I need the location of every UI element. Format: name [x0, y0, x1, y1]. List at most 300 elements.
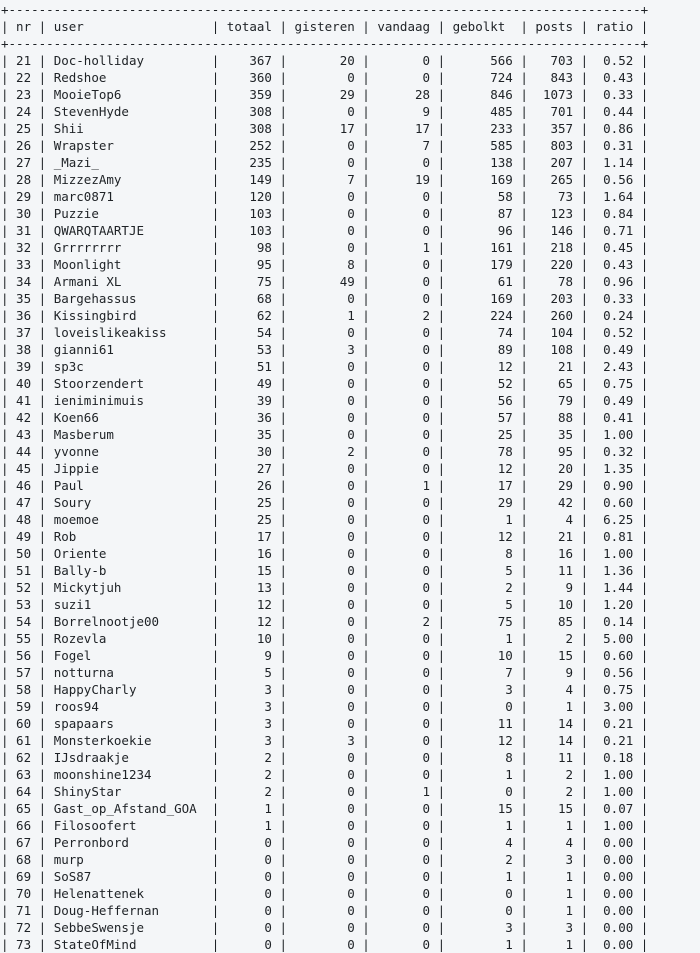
cell-gebolkt: 52 — [445, 376, 521, 391]
cell-gisteren: 0 — [287, 325, 363, 340]
cell-gebolkt: 11 — [445, 716, 521, 731]
table-row: | 26 | Wrapster | 252 | 0 | 7 | 585 | 803 | 0.31 | — [1, 138, 649, 153]
table-row: | 34 | Armani XL | 75 | 49 | 0 | 61 | 78 | 0.96 | — [1, 274, 649, 289]
cell-gisteren: 20 — [287, 53, 363, 68]
cell-totaal: 5 — [219, 665, 280, 680]
table-row: | 55 | Rozevla | 10 | 0 | 0 | 1 | 2 | 5.00 | — [1, 631, 649, 646]
table-row: | 45 | Jippie | 27 | 0 | 0 | 12 | 20 | 1.35 | — [1, 461, 649, 476]
cell-vandaag: 0 — [369, 461, 438, 476]
cell-ratio: 0.75 — [588, 682, 641, 697]
cell-gebolkt: 56 — [445, 393, 521, 408]
table-row: | 48 | moemoe | 25 | 0 | 0 | 1 | 4 | 6.25 | — [1, 512, 649, 527]
cell-gisteren: 3 — [287, 733, 363, 748]
cell-gisteren: 0 — [287, 189, 363, 204]
cell-nr: 63 — [8, 767, 39, 782]
cell-nr: 29 — [8, 189, 39, 204]
table-row: | 66 | Filosoofert | 1 | 0 | 0 | 1 | 1 | 1.00 | — [1, 818, 649, 833]
cell-ratio: 0.33 — [588, 87, 641, 102]
cell-user: IJsdraakje — [46, 750, 212, 765]
cell-gisteren: 0 — [287, 478, 363, 493]
cell-vandaag: 0 — [369, 512, 438, 527]
cell-gisteren: 0 — [287, 818, 363, 833]
cell-ratio: 1.36 — [588, 563, 641, 578]
cell-ratio: 0.44 — [588, 104, 641, 119]
cell-totaal: 149 — [219, 172, 280, 187]
cell-nr: 34 — [8, 274, 39, 289]
cell-gebolkt: 224 — [445, 308, 521, 323]
cell-ratio: 0.49 — [588, 342, 641, 357]
cell-nr: 46 — [8, 478, 39, 493]
cell-vandaag: 0 — [369, 70, 438, 85]
cell-totaal: 16 — [219, 546, 280, 561]
cell-user: SoS87 — [46, 869, 212, 884]
table-row: | 49 | Rob | 17 | 0 | 0 | 12 | 21 | 0.81 | — [1, 529, 649, 544]
cell-nr: 32 — [8, 240, 39, 255]
cell-user: roos94 — [46, 699, 212, 714]
table-row: | 37 | loveislikeakiss | 54 | 0 | 0 | 74 | 104 | 0.52 | — [1, 325, 649, 340]
cell-user: Koen66 — [46, 410, 212, 425]
cell-ratio: 0.24 — [588, 308, 641, 323]
cell-posts: 843 — [527, 70, 581, 85]
cell-totaal: 36 — [219, 410, 280, 425]
cell-gisteren: 0 — [287, 291, 363, 306]
cell-vandaag: 0 — [369, 699, 438, 714]
cell-ratio: 0.56 — [588, 665, 641, 680]
cell-posts: 10 — [527, 597, 581, 612]
cell-vandaag: 0 — [369, 648, 438, 663]
table-row: | 56 | Fogel | 9 | 0 | 0 | 10 | 15 | 0.60 | — [1, 648, 649, 663]
cell-nr: 39 — [8, 359, 39, 374]
cell-ratio: 1.64 — [588, 189, 641, 204]
cell-user: ieniminimuis — [46, 393, 212, 408]
cell-posts: 73 — [527, 189, 581, 204]
cell-gebolkt: 29 — [445, 495, 521, 510]
cell-user: Bargehassus — [46, 291, 212, 306]
column-header-posts: posts — [527, 19, 581, 34]
cell-posts: 88 — [527, 410, 581, 425]
cell-gisteren: 7 — [287, 172, 363, 187]
cell-nr: 30 — [8, 206, 39, 221]
cell-totaal: 98 — [219, 240, 280, 255]
cell-gebolkt: 1 — [445, 512, 521, 527]
cell-posts: 95 — [527, 444, 581, 459]
cell-nr: 65 — [8, 801, 39, 816]
cell-posts: 29 — [527, 478, 581, 493]
cell-nr: 41 — [8, 393, 39, 408]
cell-vandaag: 0 — [369, 427, 438, 442]
table-row: | 60 | spapaars | 3 | 0 | 0 | 11 | 14 | 0.21 | — [1, 716, 649, 731]
cell-gisteren: 0 — [287, 410, 363, 425]
cell-totaal: 235 — [219, 155, 280, 170]
table-row: | 46 | Paul | 26 | 0 | 1 | 17 | 29 | 0.90 | — [1, 478, 649, 493]
cell-ratio: 0.32 — [588, 444, 641, 459]
cell-gebolkt: 2 — [445, 580, 521, 595]
cell-vandaag: 19 — [369, 172, 438, 187]
cell-ratio: 1.14 — [588, 155, 641, 170]
cell-gisteren: 0 — [287, 835, 363, 850]
cell-user: Grrrrrrrr — [46, 240, 212, 255]
cell-nr: 50 — [8, 546, 39, 561]
cell-posts: 1 — [527, 903, 581, 918]
cell-posts: 203 — [527, 291, 581, 306]
cell-vandaag: 0 — [369, 750, 438, 765]
cell-vandaag: 0 — [369, 682, 438, 697]
cell-posts: 9 — [527, 580, 581, 595]
cell-gisteren: 0 — [287, 682, 363, 697]
cell-gisteren: 0 — [287, 665, 363, 680]
table-row: | 57 | notturna | 5 | 0 | 0 | 7 | 9 | 0.56 | — [1, 665, 649, 680]
table-row: | 59 | roos94 | 3 | 0 | 0 | 0 | 1 | 3.00 | — [1, 699, 649, 714]
table-row: | 73 | StateOfMind | 0 | 0 | 0 | 1 | 1 | 0.00 | — [1, 937, 649, 952]
table-row: | 25 | Shii | 308 | 17 | 17 | 233 | 357 | 0.86 | — [1, 121, 649, 136]
table-row: | 67 | Perronbord | 0 | 0 | 0 | 4 | 4 | 0.00 | — [1, 835, 649, 850]
cell-totaal: 39 — [219, 393, 280, 408]
cell-totaal: 0 — [219, 835, 280, 850]
cell-totaal: 75 — [219, 274, 280, 289]
cell-ratio: 0.60 — [588, 648, 641, 663]
table-row: | 30 | Puzzie | 103 | 0 | 0 | 87 | 123 | 0.84 | — [1, 206, 649, 221]
column-header-vandaag: vandaag — [369, 19, 438, 34]
cell-ratio: 1.00 — [588, 818, 641, 833]
cell-ratio: 2.43 — [588, 359, 641, 374]
cell-gisteren: 0 — [287, 240, 363, 255]
cell-user: Soury — [46, 495, 212, 510]
cell-totaal: 120 — [219, 189, 280, 204]
cell-user: Jippie — [46, 461, 212, 476]
cell-gisteren: 0 — [287, 529, 363, 544]
cell-nr: 70 — [8, 886, 39, 901]
cell-posts: 11 — [527, 750, 581, 765]
cell-gebolkt: 8 — [445, 750, 521, 765]
cell-gebolkt: 1 — [445, 818, 521, 833]
cell-gebolkt: 75 — [445, 614, 521, 629]
cell-totaal: 54 — [219, 325, 280, 340]
table-row: | 54 | Borrelnootje00 | 12 | 0 | 2 | 75 | 85 | 0.14 | — [1, 614, 649, 629]
cell-gisteren: 0 — [287, 648, 363, 663]
cell-posts: 108 — [527, 342, 581, 357]
cell-user: Doc-holliday — [46, 53, 212, 68]
cell-vandaag: 17 — [369, 121, 438, 136]
cell-ratio: 5.00 — [588, 631, 641, 646]
cell-vandaag: 0 — [369, 155, 438, 170]
cell-nr: 22 — [8, 70, 39, 85]
cell-user: Helenattenek — [46, 886, 212, 901]
cell-ratio: 0.90 — [588, 478, 641, 493]
table-row: | 53 | suzi1 | 12 | 0 | 0 | 5 | 10 | 1.20 | — [1, 597, 649, 612]
cell-user: spapaars — [46, 716, 212, 731]
cell-totaal: 12 — [219, 614, 280, 629]
cell-user: Stoorzendert — [46, 376, 212, 391]
cell-gebolkt: 485 — [445, 104, 521, 119]
cell-nr: 52 — [8, 580, 39, 595]
cell-posts: 14 — [527, 716, 581, 731]
cell-gisteren: 0 — [287, 427, 363, 442]
cell-user: Mickytjuh — [46, 580, 212, 595]
cell-vandaag: 0 — [369, 529, 438, 544]
cell-user: Puzzie — [46, 206, 212, 221]
cell-gisteren: 0 — [287, 767, 363, 782]
cell-totaal: 0 — [219, 937, 280, 952]
cell-gisteren: 0 — [287, 563, 363, 578]
cell-user: MizzezAmy — [46, 172, 212, 187]
cell-user: Filosoofert — [46, 818, 212, 833]
cell-nr: 25 — [8, 121, 39, 136]
cell-user: Redshoe — [46, 70, 212, 85]
cell-ratio: 0.00 — [588, 869, 641, 884]
cell-user: Perronbord — [46, 835, 212, 850]
cell-totaal: 9 — [219, 648, 280, 663]
cell-gisteren: 0 — [287, 393, 363, 408]
cell-ratio: 1.00 — [588, 427, 641, 442]
cell-gisteren: 0 — [287, 155, 363, 170]
cell-nr: 24 — [8, 104, 39, 119]
cell-posts: 146 — [527, 223, 581, 238]
cell-posts: 15 — [527, 648, 581, 663]
table-row: | 69 | SoS87 | 0 | 0 | 0 | 1 | 1 | 0.00 | — [1, 869, 649, 884]
table-row: | 33 | Moonlight | 95 | 8 | 0 | 179 | 220 | 0.43 | — [1, 257, 649, 272]
cell-vandaag: 9 — [369, 104, 438, 119]
cell-nr: 53 — [8, 597, 39, 612]
cell-gebolkt: 846 — [445, 87, 521, 102]
cell-ratio: 0.33 — [588, 291, 641, 306]
cell-ratio: 0.43 — [588, 257, 641, 272]
cell-totaal: 53 — [219, 342, 280, 357]
cell-vandaag: 0 — [369, 376, 438, 391]
cell-totaal: 2 — [219, 750, 280, 765]
cell-gisteren: 0 — [287, 512, 363, 527]
cell-ratio: 0.96 — [588, 274, 641, 289]
cell-nr: 47 — [8, 495, 39, 510]
cell-totaal: 0 — [219, 869, 280, 884]
table-row: | 63 | moonshine1234 | 2 | 0 | 0 | 1 | 2 | 1.00 | — [1, 767, 649, 782]
cell-gebolkt: 87 — [445, 206, 521, 221]
cell-gebolkt: 0 — [445, 784, 521, 799]
cell-totaal: 0 — [219, 920, 280, 935]
cell-user: Monsterkoekie — [46, 733, 212, 748]
cell-totaal: 2 — [219, 767, 280, 782]
cell-posts: 260 — [527, 308, 581, 323]
cell-user: Fogel — [46, 648, 212, 663]
table-row: | 51 | Bally-b | 15 | 0 | 0 | 5 | 11 | 1.36 | — [1, 563, 649, 578]
cell-gebolkt: 233 — [445, 121, 521, 136]
cell-gisteren: 0 — [287, 801, 363, 816]
cell-vandaag: 1 — [369, 784, 438, 799]
column-header-gebolkt: gebolkt — [445, 19, 521, 34]
cell-gebolkt: 15 — [445, 801, 521, 816]
cell-user: Shii — [46, 121, 212, 136]
cell-totaal: 252 — [219, 138, 280, 153]
cell-posts: 35 — [527, 427, 581, 442]
cell-posts: 357 — [527, 121, 581, 136]
cell-totaal: 12 — [219, 597, 280, 612]
cell-totaal: 0 — [219, 886, 280, 901]
table-row: | 42 | Koen66 | 36 | 0 | 0 | 57 | 88 | 0.41 | — [1, 410, 649, 425]
cell-gebolkt: 10 — [445, 648, 521, 663]
table-row: | 44 | yvonne | 30 | 2 | 0 | 78 | 95 | 0.32 | — [1, 444, 649, 459]
cell-nr: 58 — [8, 682, 39, 697]
cell-totaal: 0 — [219, 903, 280, 918]
cell-gisteren: 2 — [287, 444, 363, 459]
cell-totaal: 35 — [219, 427, 280, 442]
table-row: | 36 | Kissingbird | 62 | 1 | 2 | 224 | 260 | 0.24 | — [1, 308, 649, 323]
cell-gisteren: 0 — [287, 597, 363, 612]
cell-gisteren: 0 — [287, 614, 363, 629]
cell-gisteren: 0 — [287, 716, 363, 731]
cell-vandaag: 7 — [369, 138, 438, 153]
table-row: | 65 | Gast_op_Afstand_GOA | 1 | 0 | 0 | 15 | 15 | 0.07 | — [1, 801, 649, 816]
cell-posts: 703 — [527, 53, 581, 68]
cell-nr: 44 — [8, 444, 39, 459]
cell-vandaag: 28 — [369, 87, 438, 102]
column-header-gisteren: gisteren — [287, 19, 363, 34]
table-row: | 50 | Oriente | 16 | 0 | 0 | 8 | 16 | 1.00 | — [1, 546, 649, 561]
cell-totaal: 3 — [219, 699, 280, 714]
cell-posts: 4 — [527, 512, 581, 527]
cell-nr: 51 — [8, 563, 39, 578]
cell-gisteren: 0 — [287, 206, 363, 221]
cell-nr: 42 — [8, 410, 39, 425]
cell-posts: 21 — [527, 529, 581, 544]
cell-totaal: 17 — [219, 529, 280, 544]
cell-ratio: 0.31 — [588, 138, 641, 153]
cell-vandaag: 0 — [369, 274, 438, 289]
cell-vandaag: 0 — [369, 291, 438, 306]
cell-vandaag: 1 — [369, 478, 438, 493]
cell-posts: 65 — [527, 376, 581, 391]
cell-vandaag: 0 — [369, 937, 438, 952]
cell-gisteren: 0 — [287, 495, 363, 510]
table-row: | 64 | ShinyStar | 2 | 0 | 1 | 0 | 2 | 1.00 | — [1, 784, 649, 799]
cell-vandaag: 0 — [369, 223, 438, 238]
cell-vandaag: 1 — [369, 240, 438, 255]
cell-gisteren: 0 — [287, 461, 363, 476]
cell-nr: 68 — [8, 852, 39, 867]
cell-vandaag: 2 — [369, 308, 438, 323]
cell-gebolkt: 4 — [445, 835, 521, 850]
cell-posts: 1 — [527, 937, 581, 952]
cell-gebolkt: 1 — [445, 767, 521, 782]
cell-gisteren: 0 — [287, 104, 363, 119]
cell-user: marc0871 — [46, 189, 212, 204]
cell-posts: 15 — [527, 801, 581, 816]
cell-ratio: 0.71 — [588, 223, 641, 238]
cell-user: Doug-Heffernan — [46, 903, 212, 918]
column-header-user: user — [46, 19, 212, 34]
cell-vandaag: 0 — [369, 903, 438, 918]
cell-gebolkt: 0 — [445, 699, 521, 714]
cell-ratio: 1.00 — [588, 546, 641, 561]
cell-gisteren: 0 — [287, 750, 363, 765]
cell-vandaag: 0 — [369, 359, 438, 374]
cell-gebolkt: 585 — [445, 138, 521, 153]
cell-nr: 54 — [8, 614, 39, 629]
table-row: | 68 | murp | 0 | 0 | 0 | 2 | 3 | 0.00 | — [1, 852, 649, 867]
cell-gebolkt: 5 — [445, 563, 521, 578]
cell-user: Rozevla — [46, 631, 212, 646]
cell-nr: 43 — [8, 427, 39, 442]
cell-nr: 56 — [8, 648, 39, 663]
cell-vandaag: 0 — [369, 563, 438, 578]
cell-nr: 38 — [8, 342, 39, 357]
cell-user: StevenHyde — [46, 104, 212, 119]
cell-user: moonshine1234 — [46, 767, 212, 782]
cell-ratio: 0.00 — [588, 886, 641, 901]
cell-vandaag: 0 — [369, 189, 438, 204]
cell-ratio: 0.07 — [588, 801, 641, 816]
cell-gisteren: 49 — [287, 274, 363, 289]
cell-nr: 66 — [8, 818, 39, 833]
cell-gebolkt: 12 — [445, 461, 521, 476]
cell-user: loveislikeakiss — [46, 325, 212, 340]
cell-vandaag: 0 — [369, 801, 438, 816]
cell-gebolkt: 2 — [445, 852, 521, 867]
cell-ratio: 0.52 — [588, 53, 641, 68]
table-row: | 27 | _Mazi_ | 235 | 0 | 0 | 138 | 207 | 1.14 | — [1, 155, 649, 170]
cell-totaal: 68 — [219, 291, 280, 306]
cell-gisteren: 0 — [287, 869, 363, 884]
cell-gebolkt: 5 — [445, 597, 521, 612]
cell-nr: 67 — [8, 835, 39, 850]
cell-gebolkt: 12 — [445, 733, 521, 748]
table-row: | 41 | ieniminimuis | 39 | 0 | 0 | 56 | 79 | 0.49 | — [1, 393, 649, 408]
table-row: | 43 | Masberum | 35 | 0 | 0 | 25 | 35 | 1.00 | — [1, 427, 649, 442]
cell-posts: 1073 — [527, 87, 581, 102]
cell-ratio: 0.52 — [588, 325, 641, 340]
cell-ratio: 0.60 — [588, 495, 641, 510]
cell-ratio: 0.81 — [588, 529, 641, 544]
cell-nr: 28 — [8, 172, 39, 187]
cell-gebolkt: 3 — [445, 920, 521, 935]
cell-ratio: 0.00 — [588, 937, 641, 952]
cell-gisteren: 0 — [287, 699, 363, 714]
cell-gisteren: 0 — [287, 223, 363, 238]
cell-user: sp3c — [46, 359, 212, 374]
cell-user: moemoe — [46, 512, 212, 527]
cell-totaal: 3 — [219, 682, 280, 697]
cell-totaal: 51 — [219, 359, 280, 374]
cell-nr: 21 — [8, 53, 39, 68]
cell-gebolkt: 25 — [445, 427, 521, 442]
cell-vandaag: 0 — [369, 852, 438, 867]
cell-vandaag: 0 — [369, 495, 438, 510]
cell-user: MooieTop6 — [46, 87, 212, 102]
cell-totaal: 95 — [219, 257, 280, 272]
cell-gebolkt: 12 — [445, 359, 521, 374]
cell-posts: 701 — [527, 104, 581, 119]
cell-gisteren: 0 — [287, 784, 363, 799]
cell-ratio: 0.84 — [588, 206, 641, 221]
cell-nr: 61 — [8, 733, 39, 748]
cell-gebolkt: 1 — [445, 869, 521, 884]
cell-totaal: 308 — [219, 121, 280, 136]
cell-gebolkt: 78 — [445, 444, 521, 459]
cell-posts: 207 — [527, 155, 581, 170]
cell-ratio: 0.41 — [588, 410, 641, 425]
cell-gisteren: 8 — [287, 257, 363, 272]
cell-user: Masberum — [46, 427, 212, 442]
cell-user: Paul — [46, 478, 212, 493]
cell-gebolkt: 61 — [445, 274, 521, 289]
cell-vandaag: 0 — [369, 546, 438, 561]
cell-totaal: 308 — [219, 104, 280, 119]
cell-vandaag: 0 — [369, 631, 438, 646]
cell-gisteren: 17 — [287, 121, 363, 136]
cell-ratio: 0.00 — [588, 835, 641, 850]
cell-nr: 60 — [8, 716, 39, 731]
cell-gebolkt: 96 — [445, 223, 521, 238]
table-row: | 24 | StevenHyde | 308 | 0 | 9 | 485 | 701 | 0.44 | — [1, 104, 649, 119]
cell-gisteren: 0 — [287, 886, 363, 901]
